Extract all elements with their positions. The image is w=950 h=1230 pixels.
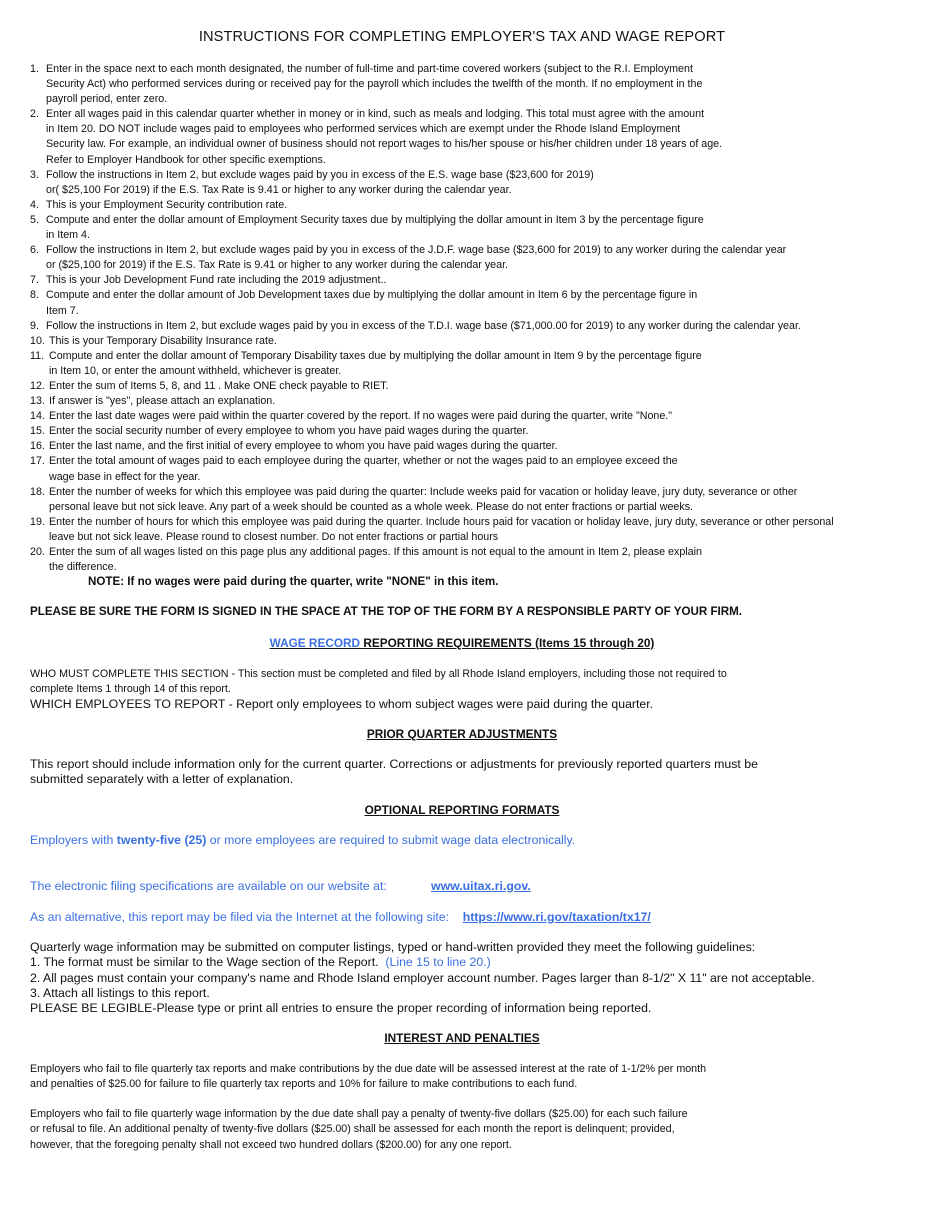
- instruction-text: Enter the sum of all wages listed on this page plus any additional pages. If this amount is not equal to the amount in Item 2, please explain the difference.: [49, 546, 702, 574]
- instruction-number: 5.: [30, 213, 39, 226]
- who-must-complete-text: WHO MUST COMPLETE THIS SECTION - This section must be completed and filed by all Rhode Island employers, including those not required to complete Items 1 through 14 of this report.: [30, 668, 727, 696]
- wage-record-heading-text: REPORTING REQUIREMENTS (Items 15 through 20): [360, 636, 655, 650]
- wage-record-link[interactable]: WAGE RECORD: [269, 636, 361, 650]
- instruction-number: 7.: [30, 274, 39, 287]
- numbered-instructions-list: [30, 62, 930, 575]
- instruction-number: 15.: [30, 425, 45, 438]
- instruction-item: [30, 515, 930, 545]
- instruction-text: Enter in the space next to each month designated, the number of full-time and part-time covered workers (subject to the R.I. Employment Security Act) who performed services during or received pay for the payroll which includes the twelfth of the month. If no employment in the payroll period, enter zero.: [46, 63, 703, 106]
- instruction-number: 6.: [30, 244, 39, 257]
- instruction-number: 9.: [30, 319, 39, 332]
- instruction-number: 3.: [30, 168, 39, 181]
- uitax-website-link[interactable]: www.uitax.ri.gov.: [431, 879, 531, 893]
- internet-filing-text: [30, 910, 651, 924]
- instruction-item: [30, 545, 930, 575]
- instruction-item: [30, 379, 930, 394]
- instruction-text: Follow the instructions in Item 2, but exclude wages paid by you in excess of the E.S. wage base ($23,600 for 2019) or( $25,100 For 2019) if the E.S. Tax Rate is 9.41 or higher to any worker during the calendar year.: [46, 168, 594, 196]
- electronic-requirement-text: [30, 833, 575, 847]
- internet-filing-label: As an alternative, this report may be filed via the Internet at the following site:: [30, 910, 450, 924]
- instruction-number: 16.: [30, 440, 45, 453]
- wage-record-heading: [0, 636, 924, 650]
- instruction-text: If answer is "yes", please attach an explanation.: [49, 395, 276, 408]
- instruction-text: This is your Job Development Fund rate including the 2019 adjustment..: [46, 274, 387, 287]
- instruction-text: Enter the social security number of every employee to whom you have paid wages during the quarter.: [49, 425, 529, 438]
- instruction-item: [30, 454, 930, 484]
- instruction-item: [30, 62, 930, 107]
- instruction-text: Enter the sum of Items 5, 8, and 11 . Make ONE check payable to RIET.: [49, 379, 389, 392]
- instruction-number: 18.: [30, 485, 45, 498]
- signature-warning: PLEASE BE SURE THE FORM IS SIGNED IN THE SPACE AT THE TOP OF THE FORM BY A RESPONSIBLE PARTY OF YOUR FIRM.: [30, 605, 743, 618]
- instruction-number: 20.: [30, 546, 45, 558]
- instruction-text: Enter the number of hours for which this employee was paid during the quarter. Include hours paid for vacation or holiday leave, jury duty, severance or other personal leave but not sick leave. Please round to closest number. Do not enter fractions or partial hours: [49, 515, 834, 543]
- filing-specs-text: The electronic filing specifications are available on our website at:: [30, 879, 387, 893]
- uitax-website-link-wrap: [431, 879, 531, 893]
- penalty-paragraph: Employers who fail to file quarterly wage information by the due date shall pay a penalty of twenty-five dollars ($25.00) for each such failure or refusal to file. An additional penalty of twenty-five dollars ($25.00) shall be assessed for each month the report is delinquent; provided, however, that the foregoing penalty shall not exceed two hundred dollars ($200.00) for any one report.: [30, 1108, 688, 1151]
- interest-penalties-heading: INTEREST AND PENALTIES: [384, 1031, 540, 1045]
- tx17-filing-link[interactable]: https://www.ri.gov/taxation/tx17/: [462, 910, 651, 924]
- guideline-1-text: 1. The format must be similar to the Wage section of the Report.: [30, 955, 379, 970]
- instruction-item: [30, 198, 930, 213]
- instruction-number: 4.: [30, 198, 39, 211]
- instruction-item: [30, 485, 930, 515]
- instruction-item: [30, 424, 930, 439]
- instruction-text: This is your Employment Security contribution rate.: [46, 198, 288, 211]
- page-title: INSTRUCTIONS FOR COMPLETING EMPLOYER'S TAX AND WAGE REPORT: [198, 29, 726, 45]
- listing-guidelines: [30, 940, 930, 1016]
- instruction-text: Compute and enter the dollar amount of Temporary Disability taxes due by multiplying the dollar amount in Item 9 by the percentage figure in Item 10, or enter the amount withheld, whichever is greater.: [49, 349, 702, 377]
- optional-formats-heading: OPTIONAL REPORTING FORMATS: [364, 803, 560, 817]
- instruction-item: [30, 213, 930, 243]
- instruction-item: [30, 439, 930, 454]
- instruction-item: [30, 107, 930, 167]
- instruction-item: [30, 394, 930, 409]
- electronic-requirement-post: or more employees are required to submit wage data electronically.: [206, 833, 576, 847]
- instruction-number: 13.: [30, 395, 45, 408]
- instruction-text: Enter the number of weeks for which this employee was paid during the quarter: Include weeks paid for vacation or holiday leave, jury duty, severance or other personal leave but not sick leave. Any part of a week should be counted as a whole week. Please do not enter fractions or partial weeks.: [49, 485, 798, 513]
- instruction-text: Enter the last date wages were paid within the quarter covered by the report. If no wages were paid during the quarter, write "None.": [49, 410, 673, 423]
- instruction-number: 1.: [30, 63, 39, 75]
- instruction-text: Follow the instructions in Item 2, but exclude wages paid by you in excess of the T.D.I. wage base ($71,000.00 for 2019) to any worker during the calendar year.: [46, 319, 801, 332]
- instruction-number: 8.: [30, 289, 39, 302]
- guideline-2: 2. All pages must contain your company's name and Rhode Island employer account number. Pages larger than 8-1/2" X 11" are not acceptable.: [30, 970, 815, 985]
- instruction-item: [30, 243, 930, 273]
- guidelines-intro: Quarterly wage information may be submitted on computer listings, typed or hand-written provided they meet the following guidelines:: [30, 940, 756, 954]
- instruction-text: Enter the total amount of wages paid to each employee during the quarter, whether or not the wages paid to an employee exceed the wage base in effect for the year.: [49, 455, 678, 483]
- instruction-number: 14.: [30, 410, 45, 423]
- instruction-text: This is your Temporary Disability Insurance rate.: [49, 334, 277, 347]
- instruction-item: [30, 334, 930, 349]
- instruction-item: [30, 288, 930, 318]
- instruction-number: 10.: [30, 334, 45, 347]
- instruction-number: 17.: [30, 455, 45, 468]
- instruction-item: [30, 319, 930, 334]
- no-wages-note: NOTE: If no wages were paid during the quarter, write "NONE" in this item.: [88, 575, 499, 588]
- guideline-3: 3. Attach all listings to this report.: [30, 985, 210, 1000]
- instruction-text: Enter the last name, and the first initial of every employee to whom you have paid wages during the quarter.: [49, 440, 558, 453]
- electronic-requirement-pre: Employers with: [30, 833, 117, 847]
- prior-quarter-text: This report should include information only for the current quarter. Corrections or adjustments for previously reported quarters must be submitted separately with a letter of explanation.: [30, 757, 758, 787]
- interest-paragraph: Employers who fail to file quarterly tax reports and make contributions by the due date will be assessed interest at the rate of 1-1/2% per month and penalties of $25.00 for failure to file quarterly tax reports and 10% for failure to make contributions to each fund.: [30, 1063, 707, 1091]
- instruction-number: 11.: [30, 349, 45, 362]
- guideline-1: [30, 955, 930, 970]
- instruction-item: [30, 349, 930, 379]
- instruction-item: [30, 273, 930, 288]
- instruction-text: Compute and enter the dollar amount of Employment Security taxes due by multiplying the dollar amount in Item 3 by the percentage figure in Item 4.: [46, 213, 704, 242]
- which-employees-text: WHICH EMPLOYEES TO REPORT - Report only employees to whom subject wages were paid during the quarter.: [30, 697, 654, 711]
- instruction-number: 19.: [30, 515, 45, 528]
- instruction-number: 12.: [30, 379, 45, 392]
- prior-quarter-heading: PRIOR QUARTER ADJUSTMENTS: [366, 727, 558, 741]
- instruction-item: [30, 168, 930, 198]
- legibility-requirement: PLEASE BE LEGIBLE-Please type or print all entries to ensure the proper recording of information being reported.: [30, 1001, 652, 1016]
- instruction-item: [30, 409, 930, 424]
- guideline-1-note: (Line 15 to line 20.): [385, 955, 491, 970]
- instruction-text: Enter all wages paid in this calendar quarter whether in money or in kind, such as meals and lodging. This total must agree with the amount in Item 20. DO NOT include wages paid to employees who performed services which are exempt under the Rhode Island Employment Security law. For example, an individual owner of business should not report wages to his/her spouse or his/her children under 18 years of age. Refer to Employer Handbook for other specific exemptions.: [46, 108, 723, 166]
- electronic-requirement-threshold: twenty-five (25): [116, 833, 207, 847]
- instruction-number: 2.: [30, 108, 39, 121]
- instruction-text: Compute and enter the dollar amount of Job Development taxes due by multiplying the dollar amount in Item 6 by the percentage figure in Item 7.: [46, 289, 698, 317]
- instruction-text: Follow the instructions in Item 2, but exclude wages paid by you in excess of the J.D.F. wage base ($23,600 for 2019) to any worker during the calendar year or ($25,100 for 2019) if the E.S. Tax Rate is 9.41 or higher to any worker during the calendar year.: [46, 244, 787, 272]
